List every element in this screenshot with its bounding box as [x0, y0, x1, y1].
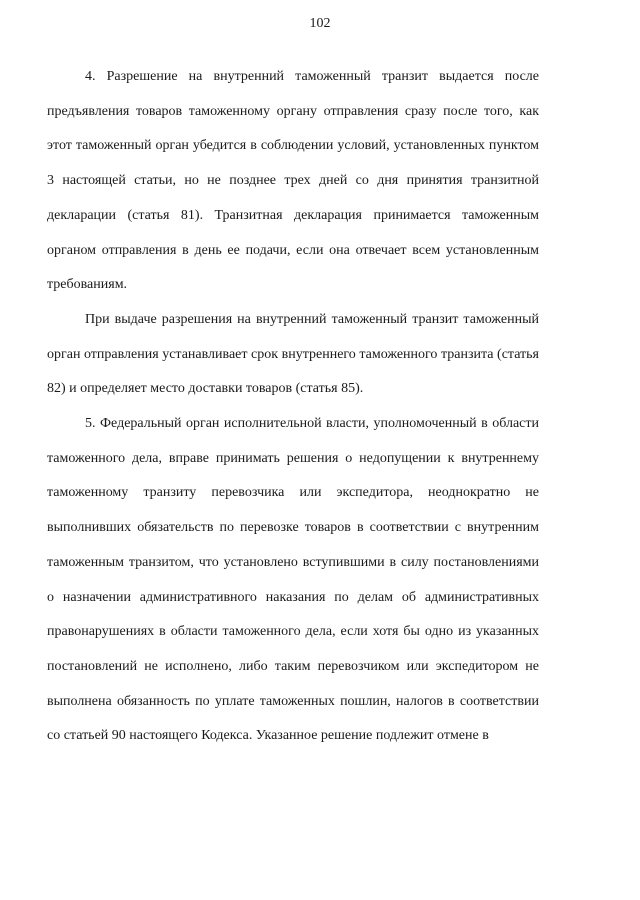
paragraph-clause-4: 4. Разрешение на внутренний таможенный транзит выдается после предъявления товаров таможенному органу отправления сразу после того, как этот таможенный орган убедится в соблюдении условий, установленных пунктом 3 настоящей статьи, но не позднее трех дней со дня принятия транзитной декларации (статья 81). Транзитная декларация принимается таможенным органом отправления в день ее подачи, если она отвечает всем установленным требованиям. — [47, 69, 539, 293]
document-body — [47, 60, 539, 754]
paragraph-transit-term: При выдаче разрешения на внутренний таможенный транзит таможенный орган отправления устанавливает срок внутреннего таможенного транзита (статья 82) и определяет место доставки товаров (статья 85). — [47, 311, 539, 397]
paragraph-clause-5: 5. Федеральный орган исполнительной власти, уполномоченный в области таможенного дела, вправе принимать решения о недопущении к внутреннему таможенному транзиту перевозчика или экспедитора, неоднократно не выполнивших обязательств по перевозке товаров в соответствии с внутренним таможенным транзитом, что установлено вступившими в силу постановлениями о назначении административного наказания по делам об административных правонарушениях в области таможенного дела, если хотя бы одно из указанных постановлений не исполнено, либо таким перевозчиком или экспедитором не выполнена обязанность по уплате таможенных пошлин, налогов в соответствии со статьей 90 настоящего Кодекса. Указанное решение подлежит отмене в — [47, 416, 539, 744]
page-number: 102 — [309, 16, 331, 31]
